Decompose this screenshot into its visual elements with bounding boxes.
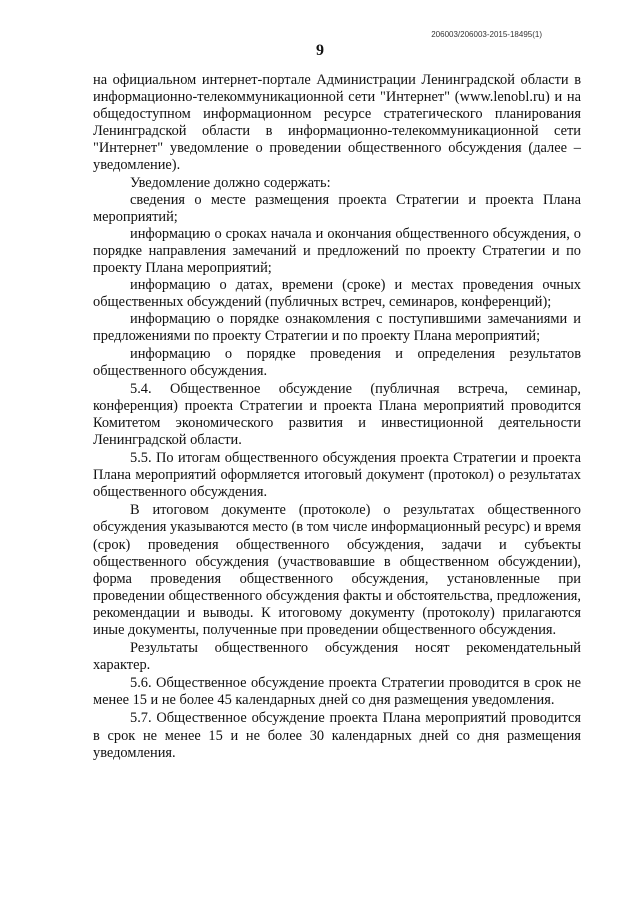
list-item-dates: информацию о датах, времени (сроке) и местах проведения очных общественных обсуждений (публичных встреч, семинаров, конференций); [93, 277, 581, 311]
paragraph-continuation: на официальном интернет-портале Администрации Ленинградской области в информационно-телекоммуникационной сети "Интернет" (www.lenobl.ru) и на общедоступном информационном ресурсе стратегического планирования Ленинградской области в информационно-телекоммуникационной сети "Интернет" уведомление о проведении общественного обсуждения (далее – уведомление). [93, 72, 581, 174]
document-id: 206003/206003-2015-18495(1) [431, 30, 542, 39]
list-item-terms: информацию о сроках начала и окончания общественного обсуждения, о порядке направления замечаний и предложений по проекту Стратегии и по проекту Плана мероприятий; [93, 225, 581, 277]
clause-5-5: 5.5. По итогам общественного обсуждения проекта Стратегии и проекта Плана мероприятий оформляется итоговый документ (протокол) о результатах общественного обсуждения. [93, 450, 581, 501]
list-item-results-order: информацию о порядке проведения и определения результатов общественного обсуждения. [93, 345, 581, 379]
clause-5-6: 5.6. Общественное обсуждение проекта Стратегии проводится в срок не менее 15 и не более 45 календарных дней со дня размещения уведомления. [93, 675, 581, 709]
page-number: 9 [316, 42, 324, 59]
paragraph-recommendatory: Результаты общественного обсуждения носят рекомендательный характер. [93, 640, 581, 674]
list-item-review-order: информацию о порядке ознакомления с поступившими замечаниями и предложениями по проекту Стратегии и по проекту Плана мероприятий; [93, 311, 581, 345]
paragraph-notification-intro: Уведомление должно содержать: [130, 174, 331, 191]
clause-5-4: 5.4. Общественное обсуждение (публичная встреча, семинар, конференция) проекта Стратегии и проекта Плана мероприятий проводится Комитетом экономического развития и инвестиционной деятельности Ленинградской области. [93, 380, 581, 448]
paragraph-protocol: В итоговом документе (протоколе) о результатах общественного обсуждения указываются место (в том числе информационный ресурс) и время (срок) проведения общественного обсуждения, задачи и субъекты общественного обсуждения (участвовавшие в общественном обсуждении), форма проведения общественного обсуждения, установленные при проведении общественного обсуждения факты и обстоятельства, предложения, рекомендации и выводы. К итоговому документу (протоколу) прилагаются иные документы, полученные при проведении общественного обсуждения. [93, 502, 581, 638]
document-body [93, 72, 581, 762]
clause-5-7: 5.7. Общественное обсуждение проекта Плана мероприятий проводится в срок не менее 15 и не более 30 календарных дней со дня размещения уведомления. [93, 710, 581, 761]
list-item-placement: сведения о месте размещения проекта Стратегии и проекта Плана мероприятий; [93, 191, 581, 225]
